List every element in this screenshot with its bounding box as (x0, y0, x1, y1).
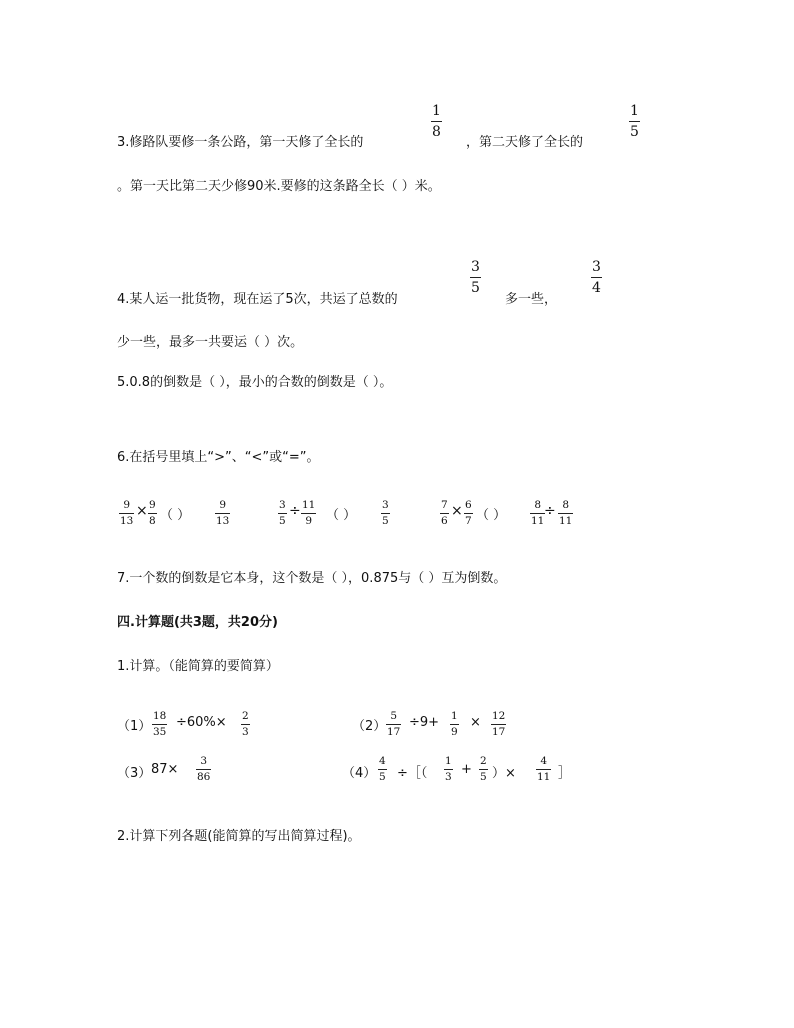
q4-fraction-1 (470, 260, 481, 295)
denominator: 35 (153, 725, 167, 738)
calc1-p4-frac1 (378, 756, 387, 782)
denominator: 9 (305, 514, 313, 527)
q3-text-a: 3.修路队要修一条公路，第一天修了全长的 (117, 135, 364, 150)
calc1-p4-close: ）× (492, 766, 516, 781)
denominator: 5 (279, 514, 286, 527)
denominator: 6 (441, 514, 448, 527)
calc1-title: 1.计算。（能简算的要简算） (117, 659, 279, 674)
q6-item3-frac2 (464, 500, 473, 526)
numerator: 9 (149, 499, 156, 511)
q6-item2-frac2 (301, 500, 316, 526)
denominator: 9 (451, 725, 458, 738)
numerator: 3 (200, 755, 208, 767)
calc1-p1-mid: ÷60%× (176, 715, 227, 730)
calc1-p2-frac1 (386, 711, 401, 737)
calc1-p2-frac2 (450, 711, 459, 737)
numerator: 2 (242, 710, 249, 722)
calc1-p4-frac3 (479, 756, 488, 782)
q6-item1-op: × (136, 503, 148, 519)
numerator: 6 (465, 499, 472, 511)
q4-fraction-2 (591, 260, 602, 295)
q7-text: 7.一个数的倒数是它本身，这个数是（ ），0.875与（ ）互为倒数。 (117, 571, 507, 586)
denominator: 11 (537, 770, 551, 783)
numerator: 2 (480, 755, 487, 767)
denominator: 3 (242, 725, 249, 738)
q6-item3-op2: ÷ (544, 503, 556, 519)
numerator: 1 (630, 103, 639, 119)
denominator: 17 (387, 725, 401, 738)
q5-text: 5.0.8的倒数是（ ），最小的合数的倒数是（ ）。 (117, 375, 393, 390)
numerator: 3 (592, 259, 601, 275)
calc1-p4-label: （4） (342, 766, 377, 781)
denominator: 13 (216, 514, 230, 527)
calc1-p2-frac3 (491, 711, 506, 737)
denominator: 7 (465, 514, 472, 527)
denominator: 3 (445, 770, 452, 783)
numerator: 4 (540, 755, 548, 767)
denominator: 5 (480, 770, 487, 783)
numerator: 9 (219, 499, 227, 511)
numerator: 8 (534, 499, 542, 511)
denominator: 4 (592, 280, 601, 296)
calc1-p4-frac4 (536, 756, 551, 782)
q4-text-b: 多一些， (505, 292, 558, 307)
q6-text: 6.在括号里填上“>”、“<”或“=”。 (117, 450, 320, 465)
denominator: 8 (432, 124, 441, 140)
numerator: 18 (153, 710, 167, 722)
denominator: 86 (197, 770, 211, 783)
calc1-p3-frac1 (196, 756, 211, 782)
denominator: 11 (559, 514, 573, 527)
calc1-p4-frac2 (444, 756, 453, 782)
numerator: 5 (390, 710, 398, 722)
q6-item2-op: ÷ (289, 503, 301, 519)
calc1-p4-end: ］ (558, 766, 572, 781)
calc1-p4-mid: ÷［（ (397, 766, 428, 781)
denominator: 17 (492, 725, 506, 738)
q3-text-b: ，第二天修了全长的 (466, 135, 584, 150)
calc1-p1-frac1 (152, 711, 167, 737)
q6-item1-frac1 (119, 500, 134, 526)
numerator: 12 (492, 710, 506, 722)
numerator: 1 (445, 755, 452, 767)
q6-item2-frac3 (381, 500, 390, 526)
denominator: 13 (120, 514, 134, 527)
q6-item3-frac4 (558, 500, 573, 526)
numerator: 1 (432, 103, 441, 119)
numerator: 11 (302, 499, 316, 511)
q6-item1-blank[interactable]: （ ） (160, 508, 191, 523)
denominator: 5 (471, 280, 480, 296)
calc1-p1-frac2 (241, 711, 250, 737)
q6-item3-blank[interactable]: （ ） (476, 508, 507, 523)
numerator: 8 (562, 499, 570, 511)
calc2-title: 2.计算下列各题(能简算的写出简算过程)。 (117, 829, 361, 844)
calc1-p2-op: × (470, 715, 481, 730)
q6-item2-frac1 (278, 500, 287, 526)
q6-item1-frac3 (215, 500, 230, 526)
q6-item3-op: × (451, 503, 463, 519)
calc1-p1-label: （1） (117, 719, 152, 734)
numerator: 3 (382, 499, 389, 511)
numerator: 4 (379, 755, 386, 767)
q3-fraction-1 (431, 104, 442, 139)
calc1-p3-mid: 87× (151, 762, 179, 777)
numerator: 3 (471, 259, 480, 275)
q6-item2-blank[interactable]: （ ） (326, 508, 357, 523)
q4-text-a: 4.某人运一批货物，现在运了5次，共运了总数的 (117, 292, 398, 307)
numerator: 1 (451, 710, 458, 722)
q6-item3-frac1 (440, 500, 449, 526)
denominator: 5 (379, 770, 386, 783)
calc1-p3-label: （3） (117, 766, 152, 781)
numerator: 7 (441, 499, 448, 511)
denominator: 5 (382, 514, 389, 527)
calc1-p2-label: （2） (352, 719, 387, 734)
q4-text-c: 少一些，最多一共要运（ ）次。 (117, 335, 304, 350)
q3-text-c: 。第一天比第二天少修90米.要修的这条路全长（ ）米。 (117, 179, 441, 194)
q3-fraction-2 (629, 104, 640, 139)
denominator: 5 (630, 124, 639, 140)
numerator: 9 (123, 499, 131, 511)
denominator: 8 (149, 514, 156, 527)
q6-item1-frac2 (148, 500, 157, 526)
denominator: 11 (531, 514, 545, 527)
calc1-p2-mid: ÷9+ (409, 715, 440, 730)
calc1-p4-plus: + (461, 762, 472, 777)
numerator: 3 (279, 499, 286, 511)
section-title: 四.计算题(共3题，共20分) (117, 615, 278, 630)
